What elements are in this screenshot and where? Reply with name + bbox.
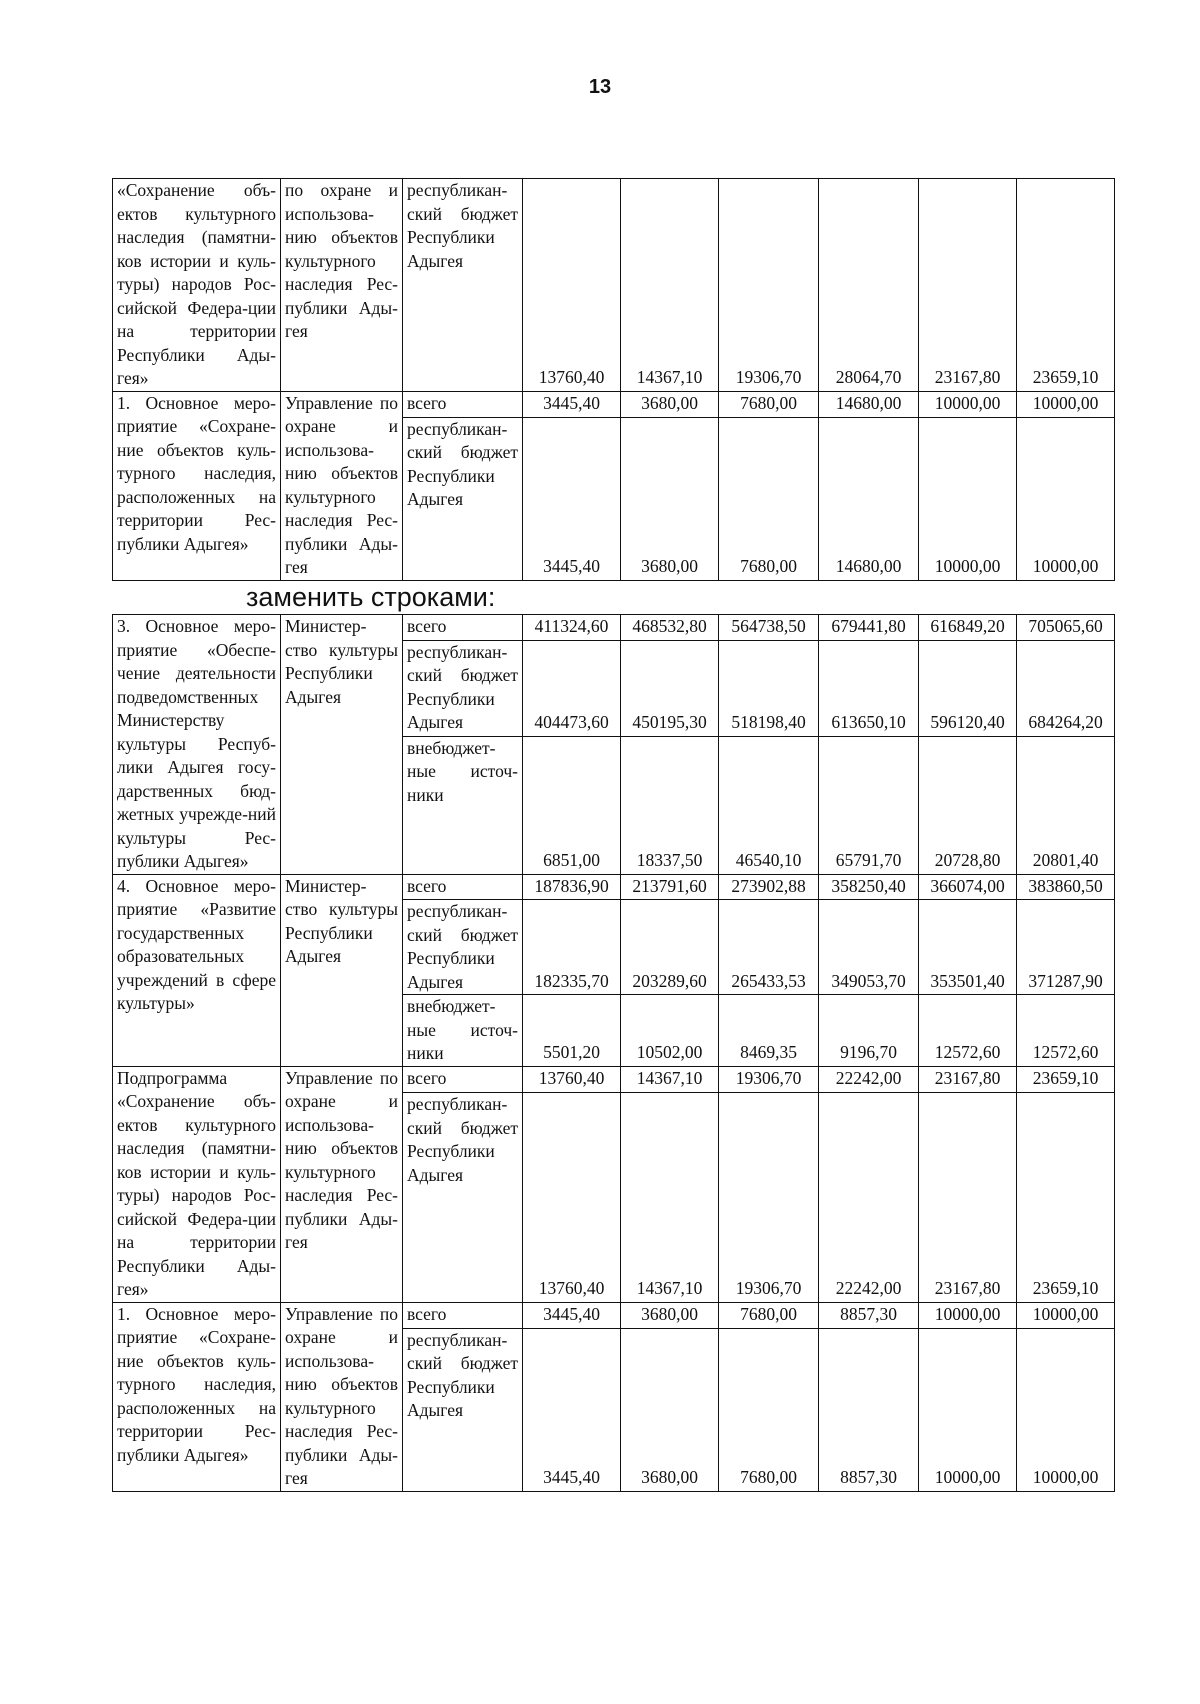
- amount-cell: 3680,00: [621, 1302, 719, 1328]
- measure-name-cell: 1. Основное меро-приятие «Сохране-ние объектов куль-турного наследия, расположенных на территории Рес-публики Адыгея»: [113, 1302, 281, 1491]
- amount-cell: 65791,70: [819, 736, 919, 874]
- amount-cell: 10000,00: [1017, 391, 1115, 417]
- new-rows-table: [112, 614, 1115, 1492]
- amount-cell: 3445,40: [523, 1302, 621, 1328]
- executor-cell: Министер-ство культуры Республики Адыгея: [281, 615, 403, 875]
- amount-cell: 3445,40: [523, 391, 621, 417]
- measure-name-cell: 4. Основное меро-приятие «Развитие государственных образовательных учреждений в сфере культуры»: [113, 874, 281, 1066]
- funding-source-cell: внебюджет-ные источ-ники: [403, 995, 523, 1067]
- amount-cell: 3680,00: [621, 391, 719, 417]
- amount-cell: 203289,60: [621, 900, 719, 995]
- page-number: 13: [588, 76, 612, 98]
- amount-cell: 10000,00: [919, 417, 1017, 580]
- amount-cell: 353501,40: [919, 900, 1017, 995]
- amount-cell: 564738,50: [719, 615, 819, 641]
- amount-cell: 3680,00: [621, 417, 719, 580]
- amount-cell: 450195,30: [621, 640, 719, 736]
- measure-name-cell: 3. Основное меро-приятие «Обеспе-чение деятельности подведомственных Министерству культуры Респуб-лики Адыгея госу-дарственных бюд-жетных учрежде-ний культуры Рес-публики Адыгея»: [113, 615, 281, 875]
- amount-cell: 7680,00: [719, 417, 819, 580]
- amount-cell: 7680,00: [719, 1328, 819, 1491]
- amount-cell: 265433,53: [719, 900, 819, 995]
- amount-cell: 13760,40: [523, 179, 621, 392]
- amount-cell: 8857,30: [819, 1302, 919, 1328]
- amount-cell: 371287,90: [1017, 900, 1115, 995]
- amount-cell: 23167,80: [919, 1066, 1017, 1093]
- amount-cell: 182335,70: [523, 900, 621, 995]
- amount-cell: 10000,00: [919, 1328, 1017, 1491]
- funding-source-cell: республикан-ский бюджет Республики Адыгея: [403, 1093, 523, 1302]
- amount-cell: 9196,70: [819, 995, 919, 1067]
- funding-source-cell: республикан-ский бюджет Республики Адыгея: [403, 179, 523, 392]
- amount-cell: 616849,20: [919, 615, 1017, 641]
- table-row: [113, 615, 1115, 641]
- amount-cell: 10000,00: [1017, 417, 1115, 580]
- amount-cell: 14680,00: [819, 391, 919, 417]
- amount-cell: 10000,00: [919, 1302, 1017, 1328]
- executor-cell: Управление по охране и использова-нию объектов культурного наследия Рес-публики Ады-гея: [281, 391, 403, 580]
- executor-cell: Управление по охране и использова-нию объектов культурного наследия Рес-публики Ады-гея: [281, 1066, 403, 1302]
- executor-cell: Министер-ство культуры Республики Адыгея: [281, 874, 403, 1066]
- amount-cell: 596120,40: [919, 640, 1017, 736]
- amount-cell: 19306,70: [719, 179, 819, 392]
- funding-source-cell: внебюджет-ные источ-ники: [403, 736, 523, 874]
- amount-cell: 5501,20: [523, 995, 621, 1067]
- amount-cell: 383860,50: [1017, 874, 1115, 900]
- amount-cell: 349053,70: [819, 900, 919, 995]
- amount-cell: 20728,80: [919, 736, 1017, 874]
- amount-cell: 7680,00: [719, 1302, 819, 1328]
- amount-cell: 19306,70: [719, 1093, 819, 1302]
- funding-source-cell: всего: [403, 391, 523, 417]
- amount-cell: 3445,40: [523, 417, 621, 580]
- amount-cell: 23167,80: [919, 1093, 1017, 1302]
- amount-cell: 22242,00: [819, 1066, 919, 1093]
- table-row: [113, 1302, 1115, 1328]
- amount-cell: 12572,60: [919, 995, 1017, 1067]
- funding-source-cell: всего: [403, 1302, 523, 1328]
- amount-cell: 19306,70: [719, 1066, 819, 1093]
- amount-cell: 10000,00: [1017, 1302, 1115, 1328]
- amount-cell: 46540,10: [719, 736, 819, 874]
- funding-source-cell: республикан-ский бюджет Республики Адыгея: [403, 417, 523, 580]
- amount-cell: 10000,00: [919, 391, 1017, 417]
- amount-cell: 22242,00: [819, 1093, 919, 1302]
- amount-cell: 273902,88: [719, 874, 819, 900]
- amount-cell: 20801,40: [1017, 736, 1115, 874]
- amount-cell: 468532,80: [621, 615, 719, 641]
- amount-cell: 411324,60: [523, 615, 621, 641]
- amount-cell: 613650,10: [819, 640, 919, 736]
- amount-cell: 10000,00: [1017, 1328, 1115, 1491]
- funding-source-cell: всего: [403, 1066, 523, 1093]
- measure-name-cell: Подпрограмма «Сохранение объ-ектов культурного наследия (памятни-ков истории и куль-туры) народов Рос-сийской Федера-ции на территории Республики Ады-гея»: [113, 1066, 281, 1302]
- amount-cell: 14367,10: [621, 179, 719, 392]
- amount-cell: 13760,40: [523, 1066, 621, 1093]
- amount-cell: 8469,35: [719, 995, 819, 1067]
- amount-cell: 18337,50: [621, 736, 719, 874]
- amount-cell: 679441,80: [819, 615, 919, 641]
- amount-cell: 7680,00: [719, 391, 819, 417]
- amount-cell: 14680,00: [819, 417, 919, 580]
- table-row: [113, 179, 1115, 392]
- executor-cell: Управление по охране и использова-нию объектов культурного наследия Рес-публики Ады-гея: [281, 1302, 403, 1491]
- amount-cell: 23659,10: [1017, 1066, 1115, 1093]
- amount-cell: 705065,60: [1017, 615, 1115, 641]
- executor-cell: по охране и использова-нию объектов культурного наследия Рес-публики Ады-гея: [281, 179, 403, 392]
- amount-cell: 3680,00: [621, 1328, 719, 1491]
- table-row: [113, 1066, 1115, 1093]
- amount-cell: 187836,90: [523, 874, 621, 900]
- old-rows-table: [112, 178, 1115, 581]
- amount-cell: 213791,60: [621, 874, 719, 900]
- amount-cell: 518198,40: [719, 640, 819, 736]
- amount-cell: 13760,40: [523, 1093, 621, 1302]
- amount-cell: 6851,00: [523, 736, 621, 874]
- funding-source-cell: всего: [403, 874, 523, 900]
- replace-heading: заменить строками:: [246, 582, 496, 612]
- funding-source-cell: республикан-ский бюджет Республики Адыгея: [403, 640, 523, 736]
- amount-cell: 12572,60: [1017, 995, 1115, 1067]
- measure-name-cell: 1. Основное меро-приятие «Сохране-ние объектов куль-турного наследия, расположенных на территории Рес-публики Адыгея»: [113, 391, 281, 580]
- amount-cell: 28064,70: [819, 179, 919, 392]
- table-row: [113, 391, 1115, 417]
- amount-cell: 366074,00: [919, 874, 1017, 900]
- table-row: [113, 874, 1115, 900]
- amount-cell: 8857,30: [819, 1328, 919, 1491]
- amount-cell: 23167,80: [919, 179, 1017, 392]
- amount-cell: 23659,10: [1017, 1093, 1115, 1302]
- amount-cell: 3445,40: [523, 1328, 621, 1491]
- funding-source-cell: всего: [403, 615, 523, 641]
- amount-cell: 10502,00: [621, 995, 719, 1067]
- amount-cell: 14367,10: [621, 1066, 719, 1093]
- amount-cell: 14367,10: [621, 1093, 719, 1302]
- amount-cell: 684264,20: [1017, 640, 1115, 736]
- amount-cell: 23659,10: [1017, 179, 1115, 392]
- funding-source-cell: республикан-ский бюджет Республики Адыгея: [403, 900, 523, 995]
- funding-source-cell: республикан-ский бюджет Республики Адыгея: [403, 1328, 523, 1491]
- measure-name-cell: «Сохранение объ-ектов культурного наследия (памятни-ков истории и куль-туры) народов Рос-сийской Федера-ции на территории Республики Ады-гея»: [113, 179, 281, 392]
- amount-cell: 404473,60: [523, 640, 621, 736]
- amount-cell: 358250,40: [819, 874, 919, 900]
